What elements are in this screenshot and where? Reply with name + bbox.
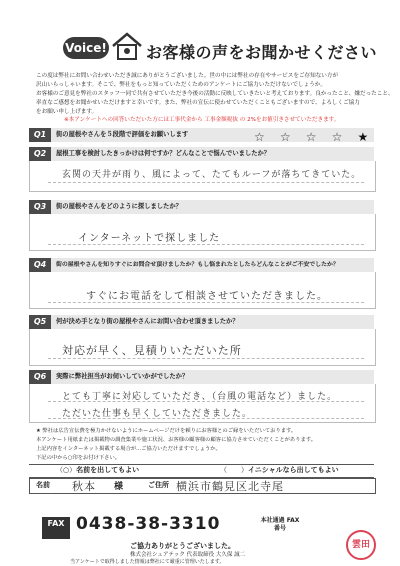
address-value[interactable]: 横浜市鶴見区北寺尾 — [176, 480, 284, 493]
company-text: 株式会社シェアテック 代表取締役 大久保 誠二 — [130, 552, 246, 558]
answer-line — [48, 244, 364, 245]
q3-badge: Q3 — [29, 200, 51, 214]
note-line: 本アンケート用紙または掲載物の調査集業や施工状況、お客様の顧客様の顧客に協力させていただくことがあります。 — [36, 437, 316, 443]
star-icon[interactable]: ☆ — [254, 130, 265, 144]
q6-answer-line-2: ただいた仕事も早くしていただきました。 — [62, 409, 253, 419]
fax-side-label: 本社通過 FAX番号 — [260, 517, 300, 532]
fax-label-box — [42, 517, 70, 539]
address-label: ご住所 — [148, 481, 169, 489]
star-icon[interactable]: ☆ — [305, 130, 317, 144]
q3-text: 街の屋根やさんをどのように探しましたか？ — [56, 203, 182, 210]
note-line: ★ 弊社は広告宣伝費を極力かけないようにホームページだけを頼りにお客様とのご縁をいただいております。 — [36, 428, 297, 434]
q6-text: 実際に弊社担当がお伺いしていかがでしたか？ — [56, 373, 189, 380]
q6-answer-line-1: とても丁寧に対応していただき、（台風の電話など）ました。 — [62, 392, 338, 402]
answer-line — [48, 182, 364, 183]
name-suffix: 様 — [114, 482, 124, 492]
answer-line — [48, 401, 364, 402]
consent-name-option[interactable]: （○）名前を出してもよい — [56, 466, 140, 474]
name-label: 名前 — [36, 481, 50, 489]
privacy-note: 当アンケートで取得しました情報は弊社にて厳重に管理いたします。 — [70, 559, 225, 565]
q4-text: 街の屋根やさんを知りすぐにお問合せ頂けましたか？もし悩まれたとしたらどんなことがご不安でしたか？ — [56, 262, 339, 268]
page-title: お客様の声をお聞かせください — [146, 43, 378, 62]
q5-badge: Q5 — [29, 315, 51, 329]
star-icon[interactable]: ☆ — [331, 130, 343, 144]
q2-text: 屋根工事を検討したきっかけは何ですか？どんなことで悩んでいましたか？ — [56, 150, 271, 157]
fax-label: FAX — [47, 519, 65, 528]
q3-answer: インターネットで探しました — [78, 233, 221, 244]
intro-line: お客様のご意見を弊社のスタッフ一同で共有させていただき今後の活動に反映していきたいと考えております。良かったこと、嫌だったこと、 — [36, 91, 394, 97]
intro-line: この度は弊社にお問い合わせいただき誠にありがとうございました。世の中には弊社の存在やサービスをご存知ない方が — [36, 73, 339, 79]
star-icon-filled[interactable]: ★ — [357, 130, 369, 144]
consent-initial-option[interactable]: （ ）イニシャルなら出してもよい — [220, 466, 339, 474]
answer-line — [48, 358, 364, 359]
intro-line: 沢山いらっしゃいます。そこで、弊社をもっと知っていただくためのアンケートにご協力いただけないでしょうか。 — [36, 82, 326, 88]
name-value[interactable]: 秋本 — [72, 480, 96, 493]
note-line: 下記の中から○印をお付け下さい。 — [36, 455, 121, 461]
seal-stamp: 雲田 — [346, 530, 376, 560]
q5-answer: 対応が早く、見積りいただいた所 — [62, 344, 242, 357]
q6-badge: Q6 — [29, 370, 51, 384]
q1-badge: Q1 — [29, 128, 51, 142]
fax-number: 0438-38-3310 — [76, 514, 221, 534]
house-icon — [110, 29, 144, 63]
intro-discount-note: ※本アンケートへの回答いただいた方には工事代金から 工事金額税抜 の 2%をお値引きさせていただきます。 — [64, 117, 340, 123]
answer-line — [48, 418, 364, 419]
consent-name-label: 名前を出してもよい — [76, 466, 140, 474]
q2-badge: Q2 — [29, 147, 51, 161]
note-line: 上記内容をインターネット掲載する場合が...ご協力いただけますでしょうか。 — [36, 446, 221, 452]
answer-line — [48, 302, 364, 303]
star-icon[interactable]: ☆ — [279, 130, 291, 144]
q5-text: 何が決め手となり街の屋根やさんにお問い合わせ頂きましたか？ — [56, 318, 239, 325]
consent-initial-label: イニシャルなら出してもよい — [248, 466, 339, 474]
q1-text: 街の屋根やさんを５段階で評価をお願いします — [56, 131, 189, 138]
rating-stars[interactable] — [254, 126, 368, 145]
q2-answer: 玄関の天井が雨り、風によって、たてもルーフが落ちてきていた。 — [62, 170, 362, 180]
voice-badge: Voice! — [63, 37, 109, 59]
intro-line: をお願い申し上げます。 — [36, 109, 98, 115]
intro-line: 率直なご感想をお聞かせいただけますと幸いです。また、弊社の宣伝に使わせていただくこともございますので、よろしくご協力 — [36, 100, 360, 106]
q4-badge: Q4 — [29, 258, 51, 272]
q4-answer: すぐにお電話をして相談させていただきました。 — [86, 291, 328, 302]
thanks-text: ご協力ありがとうございました。 — [130, 542, 235, 550]
